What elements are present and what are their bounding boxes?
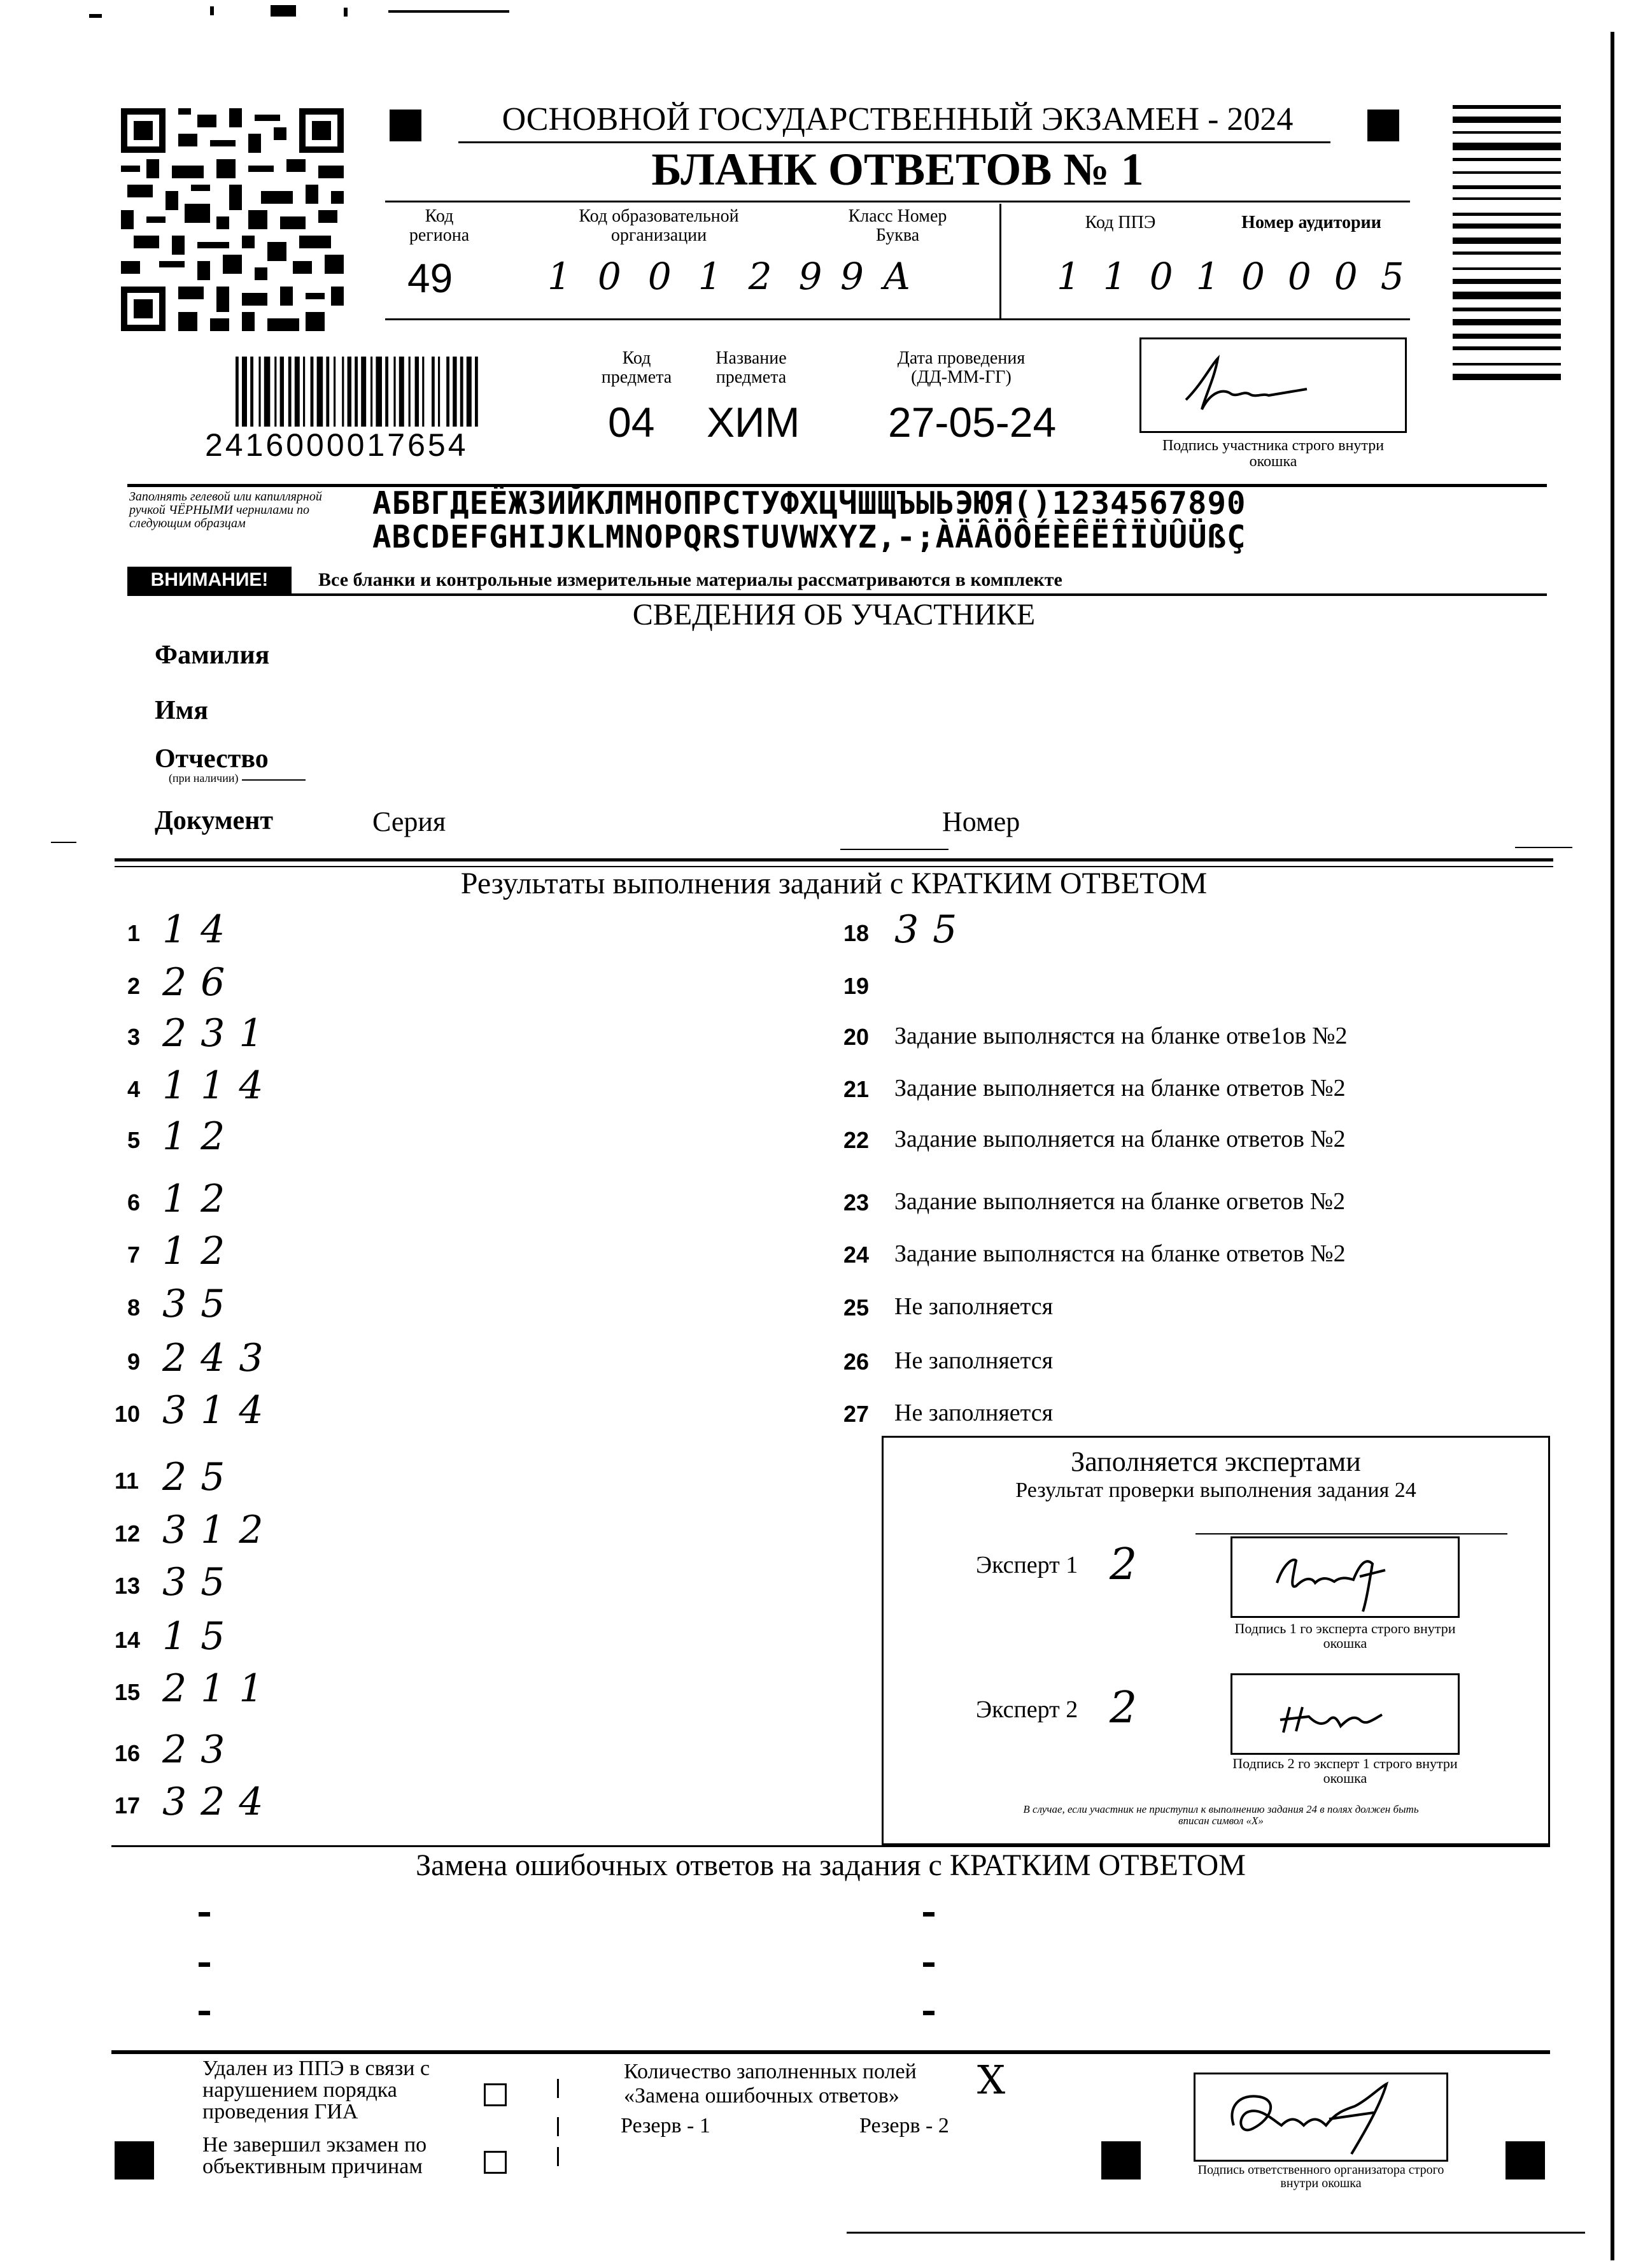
question-number: 15 (115, 1679, 141, 1705)
question-number: 14 (115, 1627, 141, 1653)
reserve-2-label: Резерв - 2 (859, 2114, 949, 2137)
scan-mark (210, 6, 214, 15)
subject-name: ХИМ (707, 399, 800, 446)
participant-signature (1141, 339, 1405, 431)
question-number: 11 (115, 1468, 139, 1494)
scan-mark (557, 2079, 559, 2098)
exam-title: ОСНОВНОЙ ГОСУДАРСТВЕННЫЙ ЭКЗАМЕН - 2024 (502, 101, 1294, 138)
answer-field[interactable]: 26 (162, 960, 239, 1005)
alignment-marker (1506, 2141, 1545, 2179)
question-number: 16 (115, 1740, 141, 1766)
divider (385, 201, 1410, 202)
experts-box (882, 1436, 1550, 1845)
patronymic-label: Отчество (155, 744, 269, 774)
answer-note: Задание выполняется на бланке ответов №2 (894, 1075, 1346, 1102)
scan-edge (847, 2232, 1585, 2234)
answer-field[interactable]: 314 (162, 1388, 278, 1433)
divider (115, 858, 1553, 861)
replacement-slot[interactable] (923, 1912, 934, 1917)
exam-date: 27-05-24 (888, 399, 1057, 446)
participant-signature-box[interactable] (1139, 337, 1407, 433)
replacement-slot[interactable] (199, 1912, 210, 1917)
series-label: Серия (372, 806, 446, 837)
answer-note: Задание выполнястся на бланке ответов №2 (894, 1240, 1346, 1267)
class-value: 9А (840, 255, 930, 298)
alignment-marker (1367, 110, 1399, 141)
scan-mark (271, 5, 296, 17)
question-number: 5 (127, 1127, 141, 1153)
answer-field[interactable]: 25 (162, 1455, 239, 1499)
region-code: 49 (407, 255, 453, 301)
answer-field[interactable]: 312 (162, 1508, 278, 1552)
replacement-slot[interactable] (199, 2011, 210, 2015)
expert2-signature (1232, 1675, 1458, 1753)
answer-note: Задание выполняется на бланке ответов №2 (894, 1126, 1346, 1152)
answer-field[interactable]: 23 (162, 1727, 239, 1772)
participant-signature-caption: Подпись участника строго внутри окошка (1162, 437, 1385, 470)
answer-note: Не заполняется (894, 1400, 1054, 1426)
question-number: 13 (115, 1573, 141, 1599)
form-title: БЛАНК ОТВЕТОВ № 1 (651, 144, 1144, 195)
reserve-1-label: Резерв - 1 (621, 2114, 710, 2137)
results-title: Результаты выполнения заданий с КРАТКИМ ОТВЕТОМ (460, 867, 1208, 900)
expert2-label: Эксперт 2 (976, 1696, 1078, 1723)
question-number: 25 (843, 1294, 870, 1321)
divider (1195, 1533, 1507, 1534)
organizer-signature-box[interactable] (1194, 2073, 1448, 2162)
expert1-score[interactable]: 2 (1110, 1540, 1138, 1590)
divider (999, 204, 1001, 318)
org-code-label: Код образовательной организации (579, 206, 739, 245)
qr-code (121, 108, 344, 331)
question-number: 7 (127, 1242, 141, 1268)
replacement-slot[interactable] (923, 2011, 934, 2015)
barcode-number: 2416000017654 (205, 427, 469, 463)
divider (111, 1845, 1550, 1847)
subject-code-label: Код предмета (601, 348, 672, 387)
answer-field[interactable]: 35 (894, 907, 971, 952)
question-number: 24 (843, 1242, 870, 1268)
answer-note: Задание выполняется на бланке огветов №2 (894, 1188, 1346, 1215)
surname-label: Фамилия (155, 641, 270, 670)
question-number: 8 (127, 1294, 141, 1321)
room-number-label: Номер аудитории (1241, 213, 1381, 232)
answer-note: Не заполняется (894, 1347, 1054, 1374)
answer-field[interactable]: 35 (162, 1282, 239, 1326)
not-finished-checkbox[interactable] (484, 2151, 507, 2174)
exam-date-label: Дата проведения (ДД-ММ-ГГ) (897, 348, 1026, 387)
question-number: 17 (115, 1792, 141, 1818)
question-number: 3 (127, 1024, 141, 1050)
experts-note: В случае, если участник не приступил к выполнению задания 24 в полях должен быть вписан символ «Х» (1023, 1803, 1419, 1827)
question-number: 1 (127, 920, 141, 946)
replacement-slot[interactable] (923, 1962, 934, 1967)
subject-code: 04 (608, 399, 655, 446)
question-number: 6 (127, 1189, 141, 1216)
alignment-marker (115, 2141, 154, 2179)
fill-instruction: Заполнять гелевой или капиллярной ручкой ЧЁРНЫМИ чернилами по следующим образцам (129, 490, 322, 530)
warning-badge: ВНИМАНИЕ! (127, 567, 292, 593)
class-label: Класс Номер Буква (848, 206, 947, 245)
answer-field[interactable]: 35 (162, 1560, 239, 1605)
organizer-signature-caption: Подпись ответственного организатора строго внутри окошка (1197, 2163, 1444, 2190)
name-label: Имя (155, 696, 208, 725)
question-number: 10 (115, 1401, 141, 1427)
replacement-count-value[interactable]: X (977, 2057, 1006, 2103)
warning-bar (127, 567, 1547, 596)
expert2-score[interactable]: 2 (1110, 1683, 1138, 1733)
replacement-title: Замена ошибочных ответов на задания с КРАТКИМ ОТВЕТОМ (416, 1848, 1246, 1882)
answer-field[interactable]: 15 (162, 1614, 239, 1659)
answer-field[interactable]: 243 (162, 1336, 278, 1380)
question-number: 9 (127, 1349, 141, 1375)
question-number: 20 (843, 1024, 870, 1050)
experts-subtitle: Результат проверки выполнения задания 24 (1015, 1478, 1416, 1502)
document-label: Документ (155, 806, 274, 835)
question-number: 2 (127, 973, 141, 999)
scan-mark (557, 2117, 559, 2136)
answer-note: Не заполняется (894, 1293, 1054, 1320)
answer-field[interactable]: 114 (162, 1063, 278, 1108)
scan-mark (557, 2147, 559, 2166)
question-number: 18 (843, 920, 870, 946)
sample-latin: ABCDEFGHIJKLMNOPQRSTUVWXYZ,-;ÀÄÂÖÔÉÈÊËÎÏÙÛÜßÇ (372, 519, 1246, 555)
scan-mark (344, 8, 348, 17)
question-number: 4 (127, 1076, 141, 1102)
expert1-label: Эксперт 1 (976, 1552, 1078, 1578)
ppe-code-label: Код ППЭ (1085, 213, 1156, 232)
participant-section-title: СВЕДЕНИЯ ОБ УЧАСТНИКЕ (632, 598, 1036, 632)
ppe-code: 1101 (1057, 255, 1243, 298)
expert1-signature-caption: Подпись 1 го эксперта строго внутри окошка (1234, 1620, 1456, 1651)
answer-field[interactable]: 12 (162, 1177, 239, 1221)
alignment-marker (390, 110, 421, 141)
region-code-label: Код региона (409, 206, 470, 245)
expert1-signature-box[interactable] (1231, 1536, 1460, 1618)
answer-field[interactable]: 12 (162, 1114, 239, 1159)
question-number: 27 (843, 1401, 870, 1427)
question-number: 12 (115, 1520, 141, 1547)
replacement-count-label: Количество заполненных полей «Замена ошибочных ответов» (624, 2060, 917, 2108)
divider (111, 2050, 1550, 2054)
side-barcode (1453, 105, 1561, 487)
question-number: 19 (843, 973, 870, 999)
scan-mark (51, 842, 76, 843)
not-finished-label: Не завершил экзамен по объективным причинам (202, 2133, 427, 2178)
warning-text: Все бланки и контрольные измерительные материалы рассматриваются в комплекте (318, 569, 1062, 590)
expert2-signature-box[interactable] (1231, 1673, 1460, 1755)
expert2-signature-caption: Подпись 2 го эксперт 1 строго внутри окошка (1232, 1755, 1458, 1786)
scan-mark (89, 14, 102, 18)
question-number: 26 (843, 1349, 870, 1375)
question-number: 21 (843, 1076, 870, 1102)
expert1-signature (1232, 1538, 1458, 1616)
answer-field[interactable]: 231 (162, 1011, 278, 1056)
question-number: 23 (843, 1189, 870, 1216)
number-label: Номер (942, 806, 1020, 837)
patronymic-note: (при наличии) (169, 772, 239, 784)
answer-field[interactable]: 211 (162, 1666, 278, 1711)
answer-field[interactable]: 12 (162, 1229, 239, 1273)
subject-name-label: Название предмета (716, 348, 787, 387)
alignment-marker (1101, 2141, 1141, 2179)
sample-cyrillic: АБВГДЕЁЖЗИЙКЛМНОПРСТУФХЦЧШЩЪЫЬЭЮЯ()1234567890 (372, 485, 1246, 521)
divider (385, 318, 1410, 320)
removed-label: Удален из ППЭ в связи с нарушением порядка проведения ГИА (202, 2057, 430, 2123)
replacement-slot[interactable] (199, 1962, 210, 1967)
answer-field[interactable]: 324 (162, 1780, 278, 1824)
experts-title: Заполняется экспертами (1071, 1446, 1361, 1477)
answer-field[interactable]: 14 (162, 907, 239, 952)
divider (242, 779, 306, 781)
answer-note: Задание выполнястся на бланке отве1ов №2 (894, 1023, 1348, 1049)
divider (1515, 847, 1572, 848)
scan-mark (388, 10, 509, 13)
question-number: 22 (843, 1127, 870, 1153)
divider (840, 849, 948, 850)
room-number: 0005 (1241, 255, 1427, 298)
organizer-signature (1195, 2074, 1446, 2160)
removed-checkbox[interactable] (484, 2083, 507, 2106)
scan-edge (1611, 32, 1614, 2260)
org-code: 100129 (547, 255, 849, 298)
